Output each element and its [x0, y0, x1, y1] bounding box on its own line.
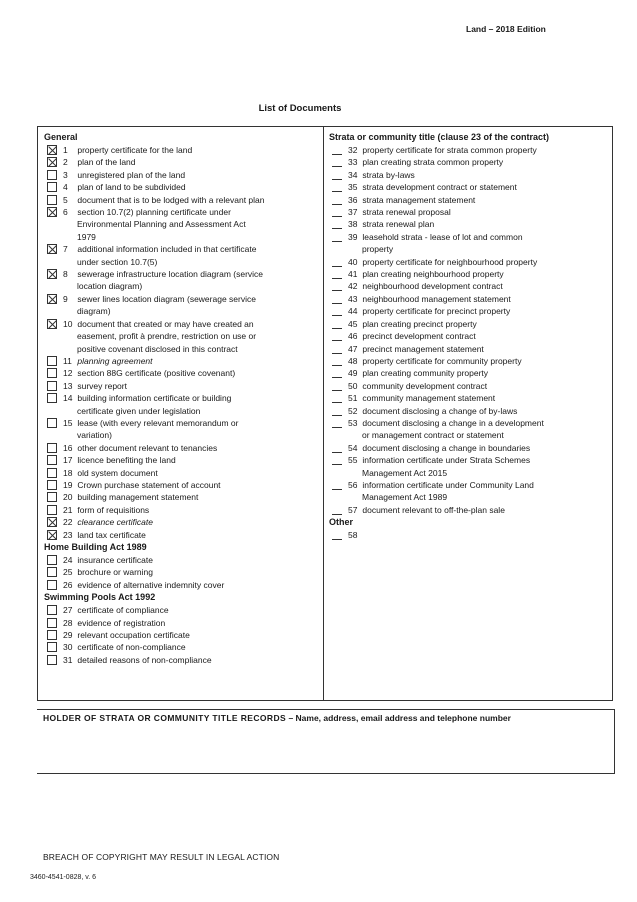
document-item-35: 35 strata development contract or statement [329, 181, 609, 193]
document-item-text: certificate of non-compliance [77, 642, 186, 653]
document-item-48: 48 property certificate for community property [329, 355, 609, 367]
document-item-50: 50 community development contract [329, 380, 609, 392]
blank-checkbox-line[interactable] [332, 232, 342, 242]
blank-checkbox-line[interactable] [332, 344, 342, 354]
document-reference: 3460-4541-0828, v. 6 [30, 874, 97, 881]
document-item-55: 55 information certificate under Strata Schemes Management Act 2015 [329, 454, 609, 479]
document-item-54: 54 document disclosing a change in boundaries [329, 442, 609, 454]
document-item-21: 21 form of requisitions [44, 504, 318, 516]
holder-records-heading: HOLDER OF STRATA OR COMMUNITY TITLE RECORDS – Name, address, email address and telephone number [43, 713, 511, 723]
document-item-38: 38 strata renewal plan [329, 218, 609, 230]
checkbox-icon[interactable] [47, 455, 57, 465]
document-item-text: diagram) [77, 306, 111, 317]
document-item-19: 19 Crown purchase statement of account [44, 479, 318, 491]
document-item-text: sewer lines location diagram (sewerage service [77, 293, 256, 304]
document-item-5: 5 document that is to be lodged with a relevant plan [44, 194, 318, 206]
document-item-text: plan creating strata common property [362, 157, 504, 168]
document-item-34: 34 strata by-laws [329, 169, 609, 181]
document-item-text: building information certificate or building [77, 393, 232, 404]
checkbox-icon[interactable] [47, 492, 57, 502]
document-item-text: additional information included in that certificate [77, 244, 257, 255]
document-item-text: document that created or may have created an [77, 318, 254, 329]
document-item-9: 9 sewer lines location diagram (sewerage service diagram) [44, 293, 318, 318]
document-item-52: 52 document disclosing a change of by-laws [329, 405, 609, 417]
document-item-text: evidence of registration [77, 617, 166, 628]
document-item-text: property [362, 244, 394, 255]
document-item-32: 32 property certificate for strata common property [329, 144, 609, 156]
document-item-text: relevant occupation certificate [77, 630, 190, 641]
document-item-text: neighbourhood development contract [362, 281, 503, 292]
document-item-text: unregistered plan of the land [77, 169, 186, 180]
document-item-text: sewerage infrastructure location diagram (service [77, 269, 264, 280]
document-item-text: property certificate for strata common property [362, 145, 537, 155]
document-item-text: precinct management statement [362, 343, 484, 354]
document-item-45: 45 plan creating precinct property [329, 318, 609, 330]
checked-box-icon[interactable] [47, 207, 57, 217]
document-item-text: document that is to be lodged with a relevant plan [77, 194, 265, 205]
blank-checkbox-line[interactable] [332, 406, 342, 416]
document-item-text: community development contract [362, 380, 488, 391]
document-item-24: 24 insurance certificate [44, 554, 318, 566]
document-item-15: 15 lease (with every relevant memorandum or variation) [44, 417, 318, 442]
document-item-text: Environmental Planning and Assessment Act [77, 219, 246, 230]
document-item-23: 23 land tax certificate [44, 529, 318, 541]
checkbox-icon[interactable] [47, 381, 57, 391]
document-item-8: 8 sewerage infrastructure location diagram (service location diagram) [44, 268, 318, 293]
document-item-18: 18 old system document [44, 467, 318, 479]
document-item-56: 56 information certificate under Community Land Management Act 1989 [329, 479, 609, 504]
document-item-6: 6 section 10.7(2) planning certificate under Environmental Planning and Assessment Act 1979 [44, 206, 318, 243]
blank-checkbox-line[interactable] [332, 418, 342, 428]
document-item-text: other document relevant to tenancies [77, 442, 218, 453]
document-item-4: 4 plan of land to be subdivided [44, 181, 318, 193]
document-item-text: information certificate under Strata Schemes [362, 455, 531, 466]
document-item-42: 42 neighbourhood development contract [329, 280, 609, 292]
document-item-text: precinct development contract [362, 331, 476, 342]
blank-checkbox-line[interactable] [332, 530, 342, 540]
checkbox-icon[interactable] [47, 580, 57, 590]
list-title: List of Documents [258, 103, 342, 114]
blank-checkbox-line[interactable] [332, 182, 342, 192]
document-item-text: plan creating neighbourhood property [362, 269, 504, 280]
blank-checkbox-line[interactable] [332, 331, 342, 341]
blank-checkbox-line[interactable] [332, 443, 342, 453]
checkbox-icon[interactable] [47, 418, 57, 428]
document-item-43: 43 neighbourhood management statement [329, 293, 609, 305]
checked-box-icon[interactable] [47, 157, 57, 167]
document-item-text: strata renewal plan [362, 219, 435, 230]
checkbox-icon[interactable] [47, 368, 57, 378]
section-title: General [44, 132, 78, 142]
checked-box-icon[interactable] [47, 517, 57, 527]
document-item-25: 25 brochure or warning [44, 566, 318, 578]
checkbox-icon[interactable] [47, 618, 57, 628]
document-item-41: 41 plan creating neighbourhood property [329, 268, 609, 280]
document-item-27: 27 certificate of compliance [44, 604, 318, 616]
holder-records-box [37, 709, 615, 774]
checkbox-icon[interactable] [47, 393, 57, 403]
blank-checkbox-line[interactable] [332, 306, 342, 316]
document-item-57: 57 document relevant to off-the-plan sale [329, 504, 609, 516]
document-item-31: 31 detailed reasons of non-compliance [44, 654, 318, 666]
blank-checkbox-line[interactable] [332, 269, 342, 279]
checkbox-icon[interactable] [47, 356, 57, 366]
document-item-text: easement, profit à prendre, restriction on use or [77, 331, 257, 342]
document-item-text: document disclosing a change in boundaries [362, 442, 531, 453]
blank-checkbox-line[interactable] [332, 207, 342, 217]
section-title: Strata or community title (clause 23 of the contract) [329, 132, 550, 142]
document-item-text: certificate given under legislation [77, 405, 201, 416]
document-item-text: plan of the land [77, 157, 136, 168]
document-item-text: 1979 [77, 231, 96, 242]
document-item-text: detailed reasons of non-compliance [77, 654, 212, 665]
document-item-text: strata development contract or statement [362, 182, 517, 193]
blank-checkbox-line[interactable] [332, 393, 342, 403]
checked-box-icon[interactable] [47, 145, 57, 155]
document-item-text: strata management statement [362, 194, 476, 205]
document-item-text: planning agreement [77, 355, 153, 366]
document-item-text: lease (with every relevant memorandum or [77, 417, 239, 428]
document-item-30: 30 certificate of non-compliance [44, 641, 318, 653]
document-item-text: section 10.7(2) planning certificate under [77, 207, 231, 218]
document-item-13: 13 survey report [44, 380, 318, 392]
document-item-33: 33 plan creating strata common property [329, 156, 609, 168]
document-item-17: 17 licence benefiting the land [44, 454, 318, 466]
copyright-notice: BREACH OF COPYRIGHT MAY RESULT IN LEGAL ACTION [43, 852, 280, 862]
document-item-49: 49 plan creating community property [329, 367, 609, 379]
document-item-text: or management contract or statement [362, 430, 504, 441]
section-title: Swimming Pools Act 1992 [44, 592, 156, 603]
blank-checkbox-line[interactable] [332, 281, 342, 291]
checkbox-icon[interactable] [47, 655, 57, 665]
blank-checkbox-line[interactable] [332, 145, 342, 155]
document-item-text: document disclosing a change in a development [362, 417, 544, 428]
checkbox-icon[interactable] [47, 630, 57, 640]
document-item-3: 3 unregistered plan of the land [44, 169, 318, 181]
document-item-46: 46 precinct development contract [329, 330, 609, 342]
document-item-text: plan of land to be subdivided [77, 182, 186, 193]
document-item-text: clearance certificate [77, 517, 153, 528]
document-item-14: 14 building information certificate or building certificate given under legislation [44, 392, 318, 417]
document-item-10: 10 document that created or may have created an easement, profit à prendre, restriction on use or positive covenant disclosed in this contract [44, 318, 318, 355]
document-item-39: 39 leasehold strata - lease of lot and common property [329, 231, 609, 256]
blank-checkbox-line[interactable] [332, 381, 342, 391]
blank-checkbox-line[interactable] [332, 356, 342, 366]
document-item-51: 51 community management statement [329, 392, 609, 404]
checked-box-icon[interactable] [47, 269, 57, 279]
document-item-text: brochure or warning [77, 567, 153, 578]
document-item-text: property certificate for the land [77, 145, 193, 155]
document-item-text: community management statement [362, 393, 496, 404]
edition-label: Land – 2018 Edition [466, 24, 546, 34]
document-item-text: leasehold strata - lease of lot and common [362, 231, 523, 242]
document-item-text: evidence of alternative indemnity cover [77, 579, 225, 590]
document-item-44: 44 property certificate for precinct property [329, 305, 609, 317]
document-item-text: information certificate under Community Land [362, 479, 534, 490]
document-item-text: property certificate for neighbourhood property [362, 256, 538, 267]
document-item-53: 53 document disclosing a change in a development or management contract or statement [329, 417, 609, 442]
document-item-26: 26 evidence of alternative indemnity cover [44, 579, 318, 591]
checkbox-icon[interactable] [47, 480, 57, 490]
left-column [44, 131, 318, 666]
document-item-text: strata by-laws [362, 169, 415, 180]
document-item-text: neighbourhood management statement [362, 293, 511, 304]
blank-checkbox-line[interactable] [332, 195, 342, 205]
blank-checkbox-line[interactable] [332, 505, 342, 515]
document-item-text: insurance certificate [77, 555, 153, 565]
blank-checkbox-line[interactable] [332, 219, 342, 229]
blank-checkbox-line[interactable] [332, 257, 342, 267]
document-item-28: 28 evidence of registration [44, 617, 318, 629]
blank-checkbox-line[interactable] [332, 294, 342, 304]
document-item-text: Crown purchase statement of account [77, 479, 221, 490]
checkbox-icon[interactable] [47, 170, 57, 180]
document-item-text: document relevant to off-the-plan sale [362, 504, 505, 515]
document-item-40: 40 property certificate for neighbourhood property [329, 256, 609, 268]
checked-box-icon[interactable] [47, 319, 57, 329]
checkbox-icon[interactable] [47, 555, 57, 565]
checked-box-icon[interactable] [47, 244, 57, 254]
document-item-text: section 88G certificate (positive covenant) [77, 368, 236, 379]
documents-table [37, 126, 613, 701]
document-item-22: 22 clearance certificate [44, 516, 318, 528]
checkbox-icon[interactable] [47, 182, 57, 192]
document-item-text: property certificate for community property [362, 355, 522, 366]
checkbox-icon[interactable] [47, 443, 57, 453]
document-item-37: 37 strata renewal proposal [329, 206, 609, 218]
checked-box-icon[interactable] [47, 530, 57, 540]
document-item-text: document disclosing a change of by-laws [362, 405, 518, 416]
checkbox-icon[interactable] [47, 468, 57, 478]
document-item-58: 58 [329, 529, 609, 541]
document-item-text: under section 10.7(5) [77, 256, 158, 267]
blank-checkbox-line[interactable] [332, 480, 342, 490]
document-item-text: form of requisitions [77, 504, 150, 515]
document-item-text: Management Act 1989 [362, 492, 448, 503]
document-item-text: certificate of compliance [77, 605, 169, 616]
document-item-7: 7 additional information included in that certificate under section 10.7(5) [44, 243, 318, 268]
document-item-text: strata renewal proposal [362, 207, 451, 218]
column-divider [323, 127, 324, 700]
blank-checkbox-line[interactable] [332, 157, 342, 167]
section-title: Home Building Act 1989 [44, 542, 147, 552]
document-item-text: plan creating community property [362, 368, 489, 379]
document-item-11: 11 planning agreement [44, 355, 318, 367]
document-item-text: licence benefiting the land [77, 455, 176, 466]
document-item-text: plan creating precinct property [362, 318, 477, 329]
document-item-text: property certificate for precinct property [362, 306, 511, 317]
document-item-text: old system document [77, 467, 158, 478]
checkbox-icon[interactable] [47, 195, 57, 205]
blank-checkbox-line[interactable] [332, 170, 342, 180]
document-item-20: 20 building management statement [44, 491, 318, 503]
document-item-47: 47 precinct management statement [329, 343, 609, 355]
document-item-text: variation) [77, 430, 112, 441]
blank-checkbox-line[interactable] [332, 368, 342, 378]
checked-box-icon[interactable] [47, 294, 57, 304]
document-item-text: location diagram) [77, 281, 143, 292]
checkbox-icon[interactable] [47, 567, 57, 577]
document-item-text: land tax certificate [77, 529, 146, 540]
blank-checkbox-line[interactable] [332, 319, 342, 329]
checkbox-icon[interactable] [47, 605, 57, 615]
checkbox-icon[interactable] [47, 505, 57, 515]
document-item-29: 29 relevant occupation certificate [44, 629, 318, 641]
document-item-text: positive covenant disclosed in this contract [77, 343, 238, 354]
document-item-text: building management statement [77, 492, 199, 503]
right-column [329, 131, 609, 542]
blank-checkbox-line[interactable] [332, 455, 342, 465]
document-item-text: survey report [77, 380, 127, 391]
document-item-2: 2 plan of the land [44, 156, 318, 168]
document-item-12: 12 section 88G certificate (positive covenant) [44, 367, 318, 379]
section-title: Other [329, 517, 354, 528]
document-item-16: 16 other document relevant to tenancies [44, 442, 318, 454]
document-item-1: 1 property certificate for the land [44, 144, 318, 156]
document-item-text: Management Act 2015 [362, 467, 448, 478]
checkbox-icon[interactable] [47, 642, 57, 652]
document-item-36: 36 strata management statement [329, 194, 609, 206]
